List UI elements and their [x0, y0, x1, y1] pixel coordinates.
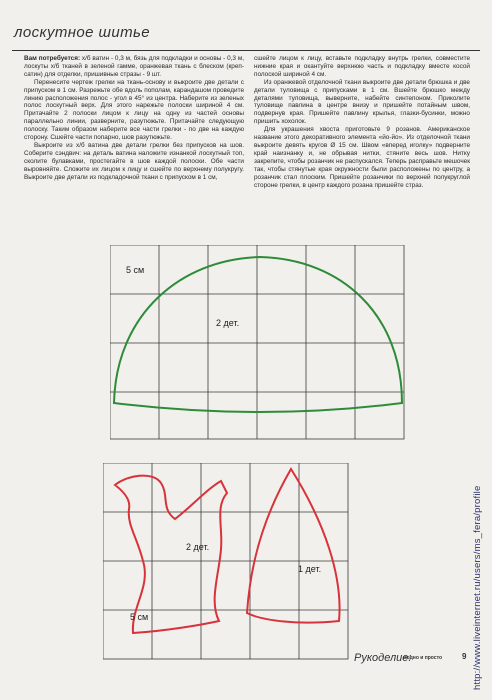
pattern-cozy-svg [110, 245, 410, 445]
peacock-scale-label: 5 см [130, 612, 149, 622]
page-header [12, 10, 480, 51]
paragraph-rosettes: Для украшения хвоста приготовьте 9 розанов. Американское название этого декоративного элемента «йо-йо». Из отделочной ткани выкроите девять кругов Ø 15 см. Швом «вперед иголку» подверните край наизнанку и, не обрывая нитки, стяните весь шов. Нитку закрепите, чтобы розанчик не распускался. Теперь расправьте мешочек так, чтобы стянутые края окружности были расположены по центру, а розанчик стал плоским. Пришейте розанчики по верхней полукруглой стороне грелки, в центр каждого розана пришейте страз. [254, 126, 470, 189]
watermark-text: http://www.liveinternet.ru/users/ms_fera/profile [472, 485, 483, 690]
materials-lead: Вам потребуется: [24, 55, 81, 62]
instructions-left-column [24, 55, 244, 182]
magazine-subtitle: модно и просто [403, 655, 443, 661]
paragraph-peacock: Из оранжевой отделочной ткани выкроите две детали брюшка и две детали туловища с припусками в 1 см. Вшейте брюшко между деталями туловища, выверните, набейте синтепоном. Приколите туловище павлина в центре внизу и пришейте потайным швом, подвернув края. Пришейте павлину крылья, глазки-бусинки, можно пришить хохолок. [254, 78, 470, 126]
cozy-outline [114, 257, 402, 412]
paragraph-lining: сшейте лицом к лицу, вставьте подкладку внутрь грелки, совместите нижние края и окантуйте верхнюю часть и подкладку вместе косой полоской шириной 4 см. [254, 55, 470, 78]
body-piece-label: 2 дет. [186, 542, 210, 552]
paragraph-materials [24, 55, 244, 79]
instructions-right-column [254, 55, 470, 189]
pattern-peacock-diagram [103, 463, 353, 663]
pattern-peacock-svg [103, 463, 353, 663]
section-title: лоскутное шитье [14, 24, 151, 41]
materials-text: х/б ватин - 0,3 м, бязь для подкладки и основы - 0,3 м, лоскуты х/б тканей в зеленой гамме, оранжевая ткань с блеском (креп-сатин) для отделки, пришивные стразы - 9 шт. [24, 55, 244, 78]
cozy-piece-label: 2 дет. [216, 318, 240, 328]
peacock-body-outline [115, 476, 227, 633]
page-number: 9 [462, 652, 467, 661]
belly-piece-label: 1 дет. [298, 564, 322, 574]
pattern-cozy-diagram [110, 245, 410, 445]
paragraph-cutting: Перенесите чертеж грелки на ткань-основу и выкроите две детали с припуском в 1 см. Разрежьте обе вдоль пополам, карандашом проведите линию расположения полос - угол в 45° из центра. Наберите из зеленых полос лоскутный верх. Для этого нарежьте полоски шириной 4 см. Притачайте 2 полоски лицом к лицу на одну из частей основы параллельно линии, разверните, разутюжьте. Притачайте следующую полоску. Таким образом наберите все части грелки - по две на каждую сторону. Сшейте части попарно, шов разутюжьте. [24, 78, 244, 142]
cozy-grid [110, 245, 404, 439]
cozy-scale-label: 5 см [126, 265, 145, 275]
peacock-grid [103, 463, 348, 659]
watermark [470, 320, 492, 690]
paragraph-quilting: Выкроите из х/б ватина две детали грелки без припусков на шов. Соберите сэндвич: на деталь ватина наложите изнанкой лоскутный топ, сколите булавками, простегайте в шов каждой полоски. Обе части выровняйте. Сложите их лицом к лицу и сшейте по верхнему полукругу. Выкроите две детали из подкладочной ткани с припуском в 1 см, [24, 141, 244, 181]
peacock-belly-outline [247, 469, 340, 623]
magazine-brand: Рукоделие: [354, 652, 412, 664]
